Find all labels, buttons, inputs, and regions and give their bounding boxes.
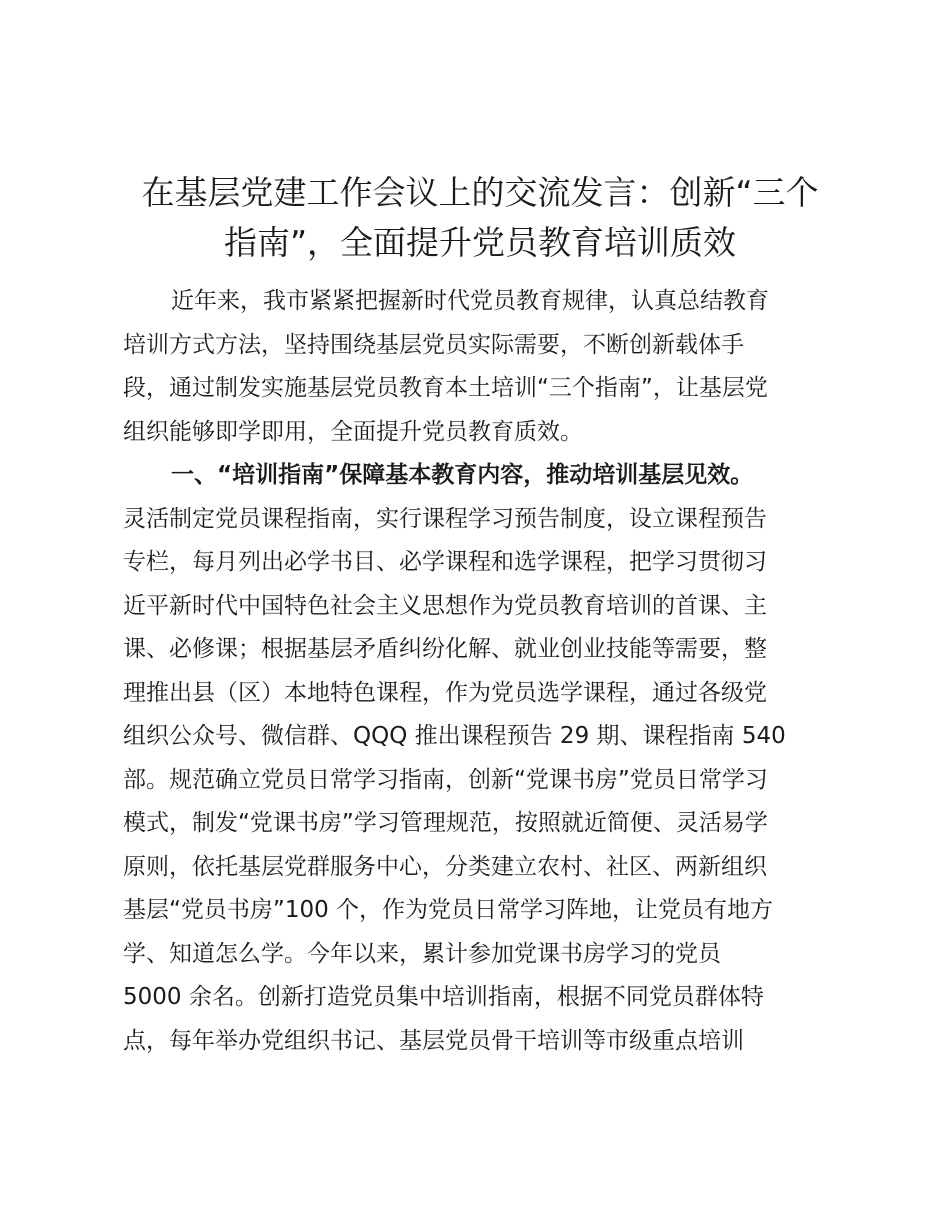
paragraph-line: 近平新时代中国特色社会主义思想作为党员教育培训的首课、主 bbox=[123, 592, 767, 619]
paragraph-line: 基层“党员书房”100 个，作为党员日常学习阵地，让党员有地方 bbox=[123, 897, 774, 923]
paragraph-line: 灵活制定党员课程指南，实行课程学习预告制度，设立课程预告 bbox=[123, 505, 767, 532]
section-1 bbox=[123, 454, 843, 1063]
title-line: 在基层党建工作会议上的交流发言：创新“三个 bbox=[141, 173, 819, 212]
paragraph-line: 段，通过制发实施基层党员教育本土培训“三个指南”，让基层党 bbox=[123, 375, 768, 401]
paragraph-line: 学、知道怎么学。今年以来，累计参加党课书房学习的党员 bbox=[123, 940, 721, 967]
paragraph-line: 5000 余名。创新打造党员集中培训指南，根据不同党员群体特 bbox=[123, 984, 764, 1010]
paragraph-line: 模式，制发“党课书房”学习管理规范，按照就近简便、灵活易学 bbox=[123, 810, 768, 836]
section-heading: 一、“培训指南”保障基本教育内容，推动培训基层见效。 bbox=[171, 462, 754, 488]
title-line: 指南”，全面提升党员教育培训质效 bbox=[223, 223, 737, 262]
paragraph-line: 点，每年举办党组织书记、基层党员骨干培训等市级重点培训 bbox=[123, 1027, 744, 1054]
paragraph-line: 部。规范确立党员日常学习指南，创新“党课书房”党员日常学习 bbox=[123, 766, 768, 793]
document-title bbox=[110, 168, 850, 268]
paragraph-line: 专栏，每月列出必学书目、必学课程和选学课程，把学习贯彻习 bbox=[123, 549, 767, 575]
paragraph-line: 课、必修课；根据基层矛盾纠纷化解、就业创业技能等需要，整 bbox=[123, 636, 767, 662]
paragraph-line: 培训方式方法，坚持围绕基层党员实际需要，不断创新载体手 bbox=[123, 331, 744, 358]
paragraph-line: 组织能够即学即用，全面提升党员教育质效。 bbox=[123, 418, 583, 445]
paragraph-line: 近年来，我市紧紧把握新时代党员教育规律，认真总结教育 bbox=[171, 288, 769, 314]
paragraph-line: 组织公众号、微信群、QQQ 推出课程预告 29 期、课程指南 540 bbox=[123, 723, 786, 749]
document-body bbox=[123, 280, 843, 1063]
paragraph-intro bbox=[123, 280, 843, 454]
paragraph-line: 理推出县（区）本地特色课程，作为党员选学课程，通过各级党 bbox=[123, 679, 767, 706]
paragraph-line: 原则，依托基层党群服务中心，分类建立农村、社区、两新组织 bbox=[123, 853, 767, 880]
